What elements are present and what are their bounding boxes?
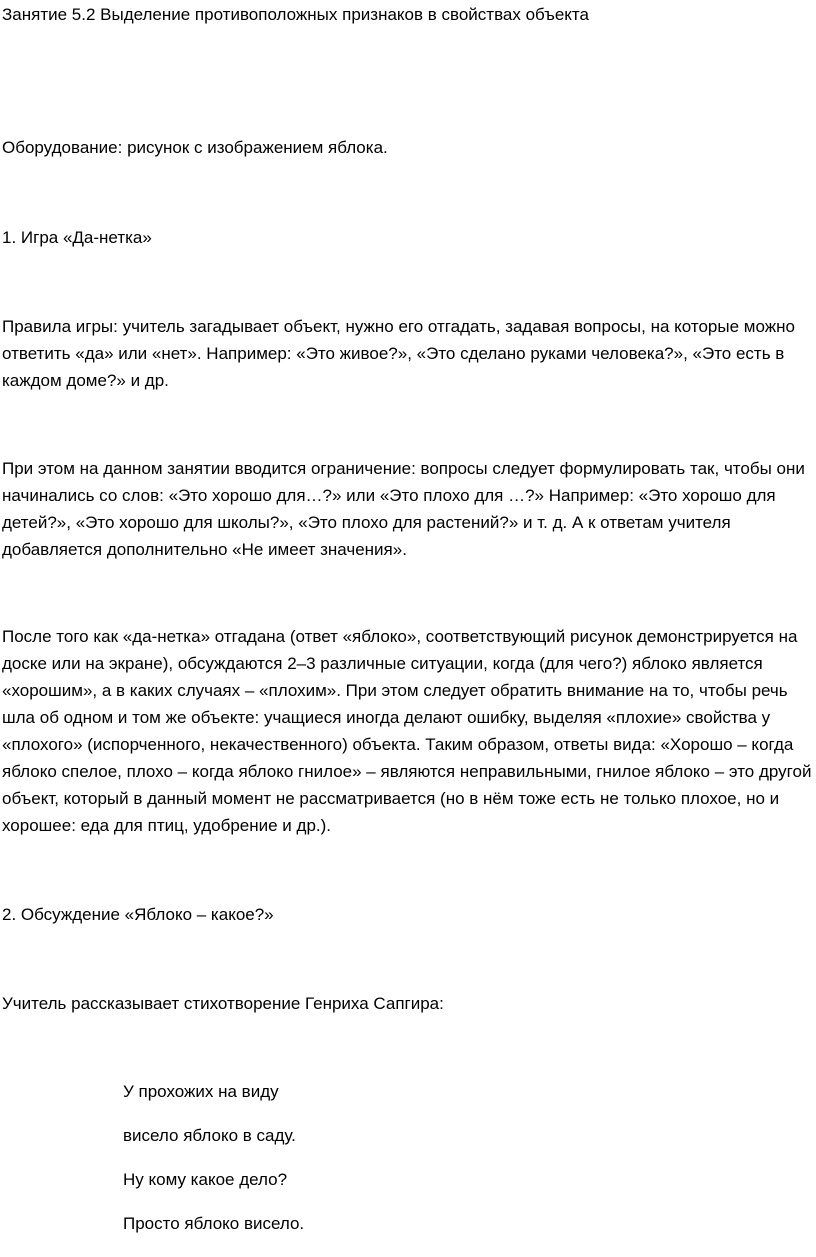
poem-line: Ну кому какое дело? (123, 1170, 288, 1189)
section-heading-1: 1. Игра «Да-нетка» (2, 228, 152, 247)
poem-line: висело яблоко в саду. (123, 1126, 296, 1145)
equipment-line: Оборудование: рисунок с изображением яблока. (2, 138, 388, 157)
poem-line: Просто яблоко висело. (123, 1214, 305, 1233)
restriction-paragraph: При этом на данном занятии вводится ограничение: вопросы следует формулировать так, чтобы они начинались со слов: «Это хорошо для…?» или «Это плохо для …?» Например: «Это хорошо для детей?», «Это хорошо для школы?», «Это плохо для растений?» и т. д. А к ответам учителя добавляется дополнительно «Не имеет значения». (2, 459, 805, 559)
rules-paragraph: Правила игры: учитель загадывает объект, нужно его отгадать, задавая вопросы, на которые можно ответить «да» или «нет». Например: «Это живое?», «Это сделано руками человека?», «Это есть в каждом доме?» и др. (2, 317, 795, 390)
lesson-title: Занятие 5.2 Выделение противоположных признаков в свойствах объекта (2, 5, 589, 24)
poem-line: У прохожих на виду (123, 1082, 279, 1101)
section-heading-2: 2. Обсуждение «Яблоко – какое?» (2, 905, 274, 924)
poem-intro: Учитель рассказывает стихотворение Генриха Сапгира: (2, 994, 444, 1013)
discussion-paragraph: После того как «да-нетка» отгадана (ответ «яблоко», соответствующий рисунок демонстрируется на доске или на экране), обсуждаются 2–3 различные ситуации, когда (для чего?) яблоко является «хорошим», а в каких случаях – «плохим». При этом следует обратить внимание на то, чтобы речь шла об одном и том же объекте: учащиеся иногда делают ошибку, выделяя «плохие» свойства у «плохого» (испорченного, некачественного) объекта. Таким образом, ответы вида: «Хорошо – когда яблоко спелое, плохо – когда яблоко гнилое» – являются неправильными, гнилое яблоко – это другой объект, который в данный момент не рассматривается (но в нём тоже есть не только плохое, но и хорошее: еда для птиц, удобрение и др.). (2, 627, 812, 835)
